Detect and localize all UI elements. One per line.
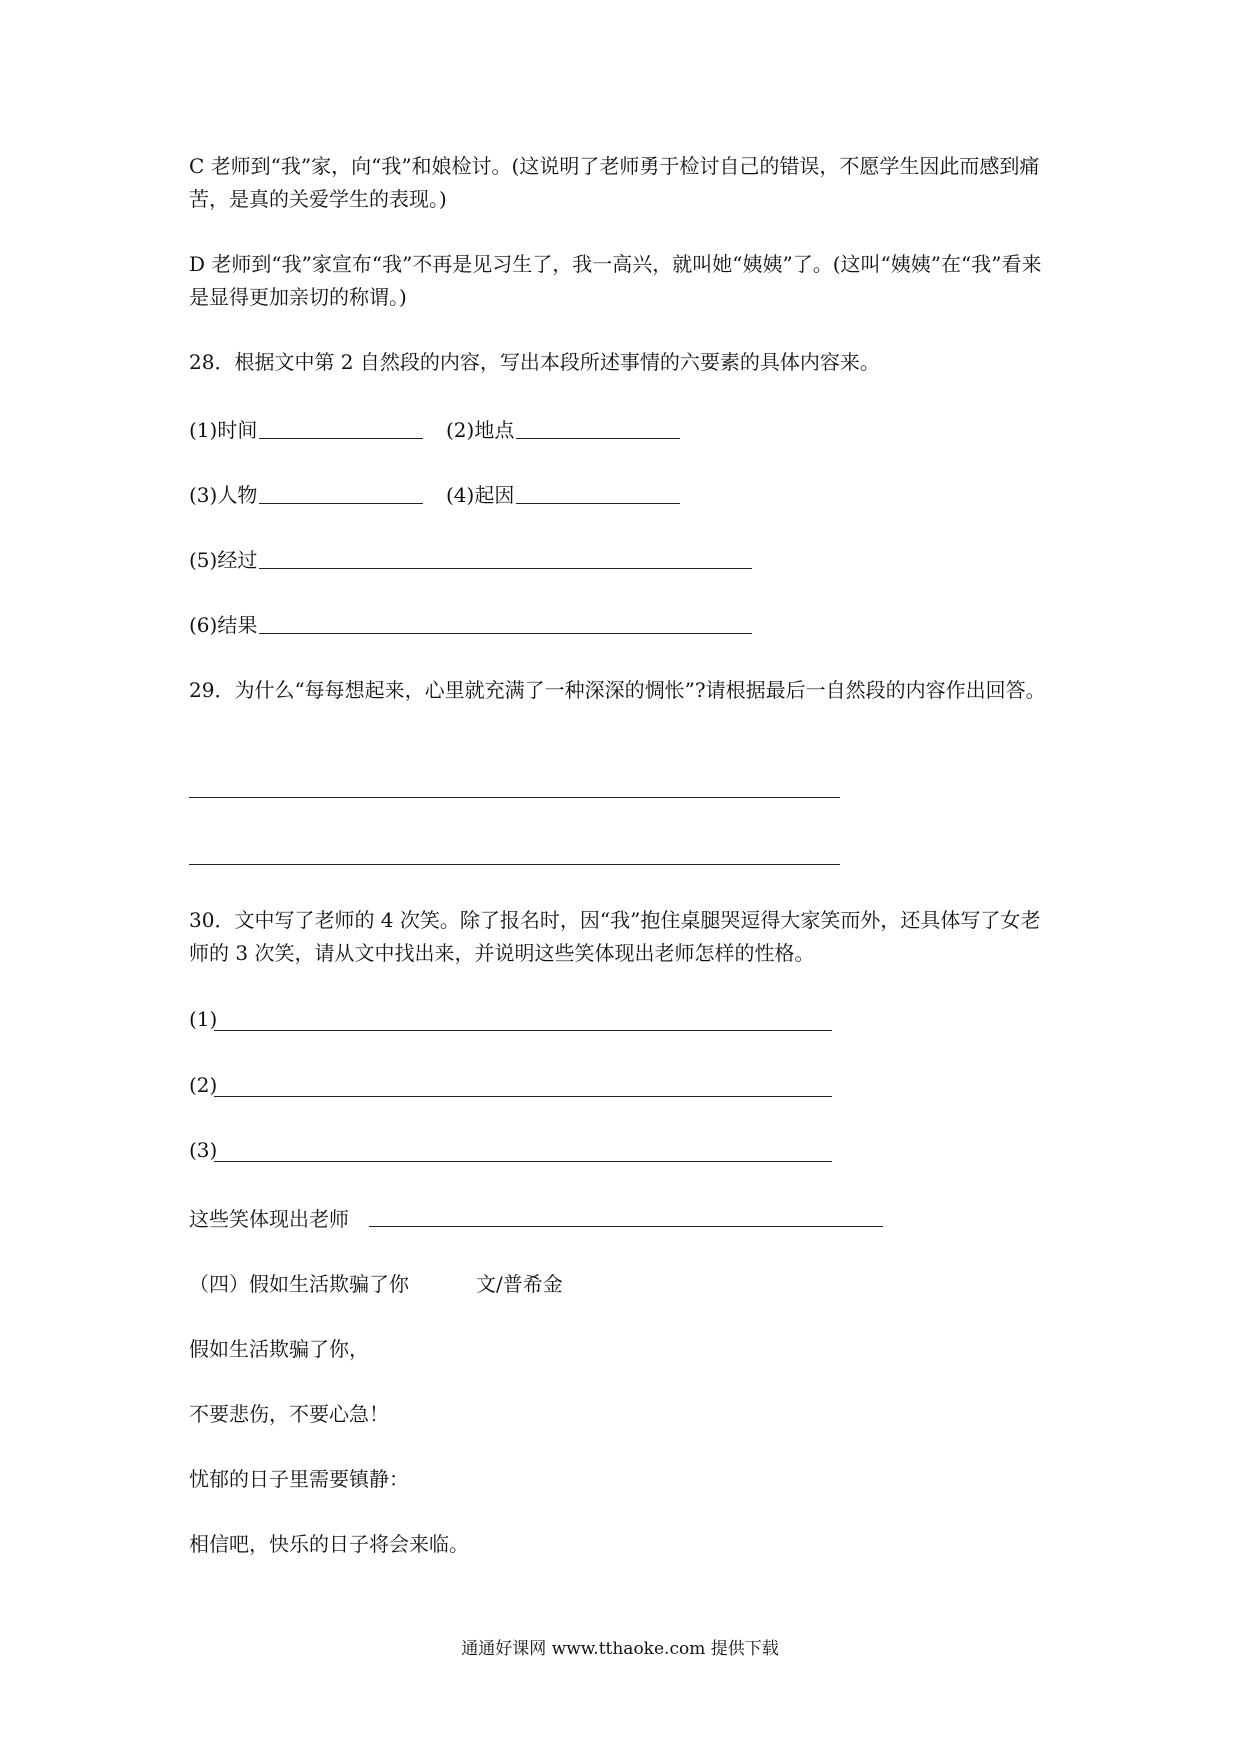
- q30-item-1-blank[interactable]: [214, 1030, 832, 1031]
- q28-process-label: (5)经过: [189, 548, 258, 572]
- poem-author: 文/普希金: [476, 1272, 563, 1296]
- poem-line: 相信吧，快乐的日子将会来临。: [189, 1532, 469, 1556]
- q30-item-3-blank[interactable]: [214, 1161, 832, 1162]
- q30-item-1-label: (1): [189, 1007, 218, 1031]
- question-29: 29．为什么“每每想起来，心里就充满了一种深深的惆怅”?请根据最后一自然段的内容作出回答。: [189, 678, 1046, 702]
- poem-heading: （四）假如生活欺骗了你: [189, 1272, 409, 1296]
- poem-line: 忧郁的日子里需要镇静：: [189, 1467, 409, 1491]
- q28-time-label: (1)时间: [189, 418, 258, 442]
- option-d: D 老师到“我”家宣布“我”不再是见习生了，我一高兴，就叫她“姨姨”了。(这叫“姨姨”在“我”看来是显得更加亲切的称谓。): [189, 252, 1042, 309]
- q28-people-label: (3)人物: [189, 483, 258, 507]
- option-c: C 老师到“我”家，向“我”和娘检讨。(这说明了老师勇于检讨自己的错误，不愿学生因此而感到痛苦，是真的关爱学生的表现。): [189, 154, 1040, 211]
- q28-cause-blank[interactable]: [516, 503, 680, 504]
- question-28: 28．根据文中第 2 自然段的内容，写出本段所述事情的六要素的具体内容来。: [189, 350, 880, 374]
- q30-summary-blank[interactable]: [369, 1226, 883, 1227]
- q29-answer-line-2[interactable]: [189, 864, 840, 865]
- q28-cause-label: (4)起因: [446, 483, 515, 507]
- q28-result-blank[interactable]: [259, 633, 752, 634]
- question-30: 30．文中写了老师的 4 次笑。除了报名时，因“我”抱住桌腿哭逗得大家笑而外，还具体写了女老师的 3 次笑，请从文中找出来，并说明这些笑体现出老师怎样的性格。: [189, 908, 1041, 965]
- q28-result-label: (6)结果: [189, 613, 258, 637]
- q28-time-blank[interactable]: [259, 438, 423, 439]
- q30-item-2-label: (2): [189, 1073, 218, 1097]
- poem-line: 假如生活欺骗了你，: [189, 1337, 369, 1361]
- poem-line: 不要悲伤，不要心急！: [189, 1402, 389, 1426]
- q28-people-blank[interactable]: [259, 503, 423, 504]
- page-footer: 通通好课网 www.tthaoke.com 提供下载: [461, 1639, 779, 1659]
- q30-summary-label: 这些笑体现出老师: [189, 1207, 349, 1231]
- q30-item-2-blank[interactable]: [214, 1096, 832, 1097]
- q29-answer-line-1[interactable]: [189, 797, 840, 798]
- q28-place-blank[interactable]: [516, 438, 680, 439]
- q30-item-3-label: (3): [189, 1138, 218, 1162]
- q28-place-label: (2)地点: [446, 418, 515, 442]
- q28-process-blank[interactable]: [259, 568, 752, 569]
